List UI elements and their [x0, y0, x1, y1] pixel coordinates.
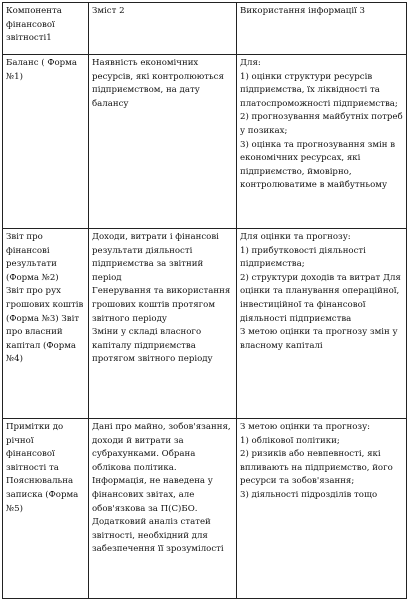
header-usage-text: Використання інформації 3: [240, 6, 366, 16]
row2-content-text: Доходи, витрати і фінансові результати діяльності підприємства за звітний період: [92, 232, 219, 283]
row3-content-text: Дані про майно, зобов'язання, доходи й витрати за субрахунками. Обрана облікова політика. Інформація, не наведена у фінансових звітах, але обов'язкова за П(С)БО.: [92, 422, 231, 514]
row2-usage-line: Для оцінки та прогнозу:: [240, 232, 351, 242]
row3-content-text: Додатковий аналіз статей звітності, необхідний для забезпечення її зрозумілості: [92, 517, 224, 555]
row2-usage-cell: [237, 229, 407, 419]
row1-usage-line: 3) оцінка та прогнозування змін в економічних ресурсах, які підприємство, ймовірно, контролюватиме в майбутньому: [240, 139, 396, 191]
row2-usage-line: 1) прибутковості діяльності підприємства;: [240, 245, 366, 270]
row3-usage-line: 1) облікової політики;: [240, 435, 340, 446]
row2-content-text: Зміни у складі власного капіталу підприємства протягом звітного періоду: [92, 327, 213, 365]
row1-component-text: Баланс ( Форма №1): [6, 58, 77, 82]
row2-component-text: Звіт про рух грошових коштів (Форма №3) Звіт про власний капітал (Форма №4): [6, 286, 84, 365]
row3-component-cell: [3, 419, 89, 599]
row2-component-text: Звіт про фінансові результати (Форма №2): [6, 232, 59, 283]
row1-content-cell: [89, 55, 237, 229]
row1-component-cell: [3, 55, 89, 229]
row3-usage-line: 3) діяльності підрозділів тощо: [240, 489, 378, 500]
table-row: [3, 419, 407, 599]
header-content: [89, 3, 237, 55]
row2-usage-line: З метою оцінки та прогнозу змін у власному капіталі: [240, 327, 398, 351]
header-component: [3, 3, 89, 55]
header-usage: [237, 3, 407, 55]
row2-content-text: Генерування та використання грошових коштів протягом звітного періоду: [92, 286, 231, 324]
row1-usage-line: 1) оцінки структури ресурсів підприємства, їх ліквідності та платоспроможності підприємства;: [240, 71, 398, 109]
row1-usage-line: 2) прогнозування майбутніх потреб у позиках;: [240, 112, 403, 136]
row3-component-text: Примітки до річної фінансової звітності та Пояснювальна записка (Форма №5): [6, 422, 79, 514]
row3-usage-line: 2) ризиків або невпевності, які впливають на підприємство, його ресурси та зобов'язання;: [240, 449, 393, 487]
row1-usage-cell: [237, 55, 407, 229]
row3-usage-line: З метою оцінки та прогнозу:: [240, 422, 371, 432]
header-content-text: Зміст 2: [92, 6, 125, 16]
table-row: [3, 55, 407, 229]
row2-content-cell: [89, 229, 237, 419]
row3-content-cell: [89, 419, 237, 599]
header-component-text: Компонента фінансової звітності1: [6, 6, 62, 44]
row1-content-text: Наявність економічних ресурсів, які контролюються підприємством, на дату балансу: [92, 58, 224, 109]
table-row: [3, 229, 407, 419]
row1-usage-line: Для:: [240, 58, 261, 68]
table-header-row: [3, 3, 407, 55]
financial-reporting-table: [2, 2, 407, 599]
row2-usage-line: 2) структури доходів та витрат Для оцінки та планування операційної, інвестиційної та фінансової діяльності підприємства: [240, 272, 401, 324]
row2-component-cell: [3, 229, 89, 419]
row3-usage-cell: [237, 419, 407, 599]
